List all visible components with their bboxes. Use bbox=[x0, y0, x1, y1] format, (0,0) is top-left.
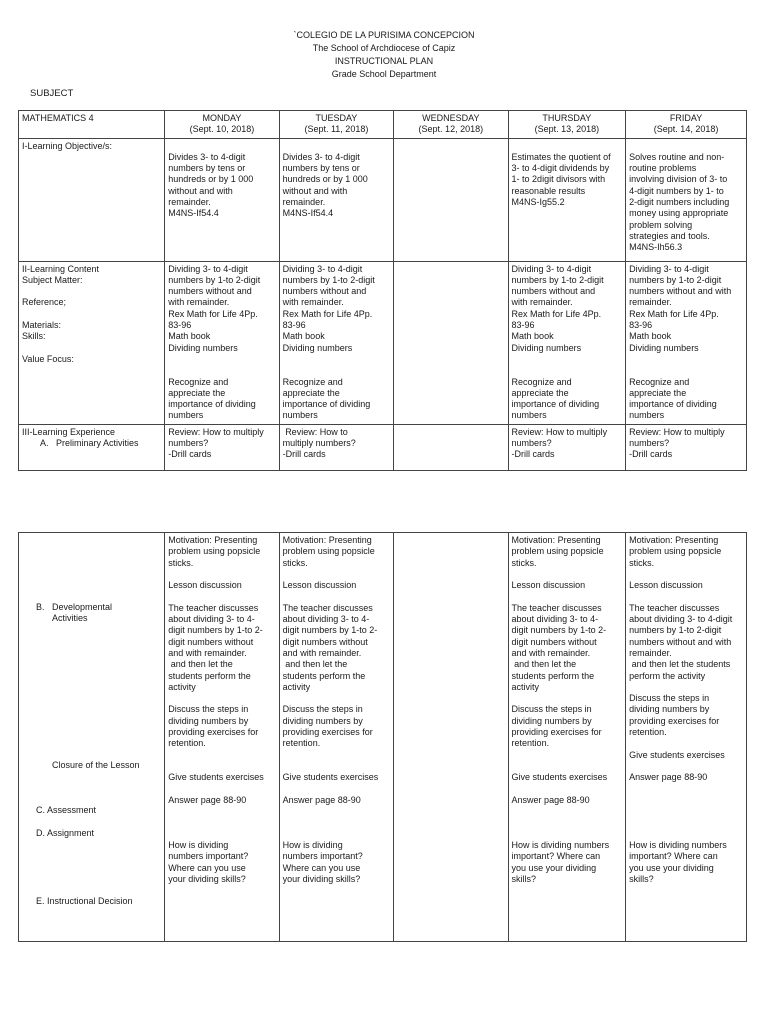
cell-text-line: numbers by 1-to 2-digit bbox=[629, 274, 722, 285]
cell-text-line: The teacher discusses bbox=[168, 602, 259, 613]
cell-text-line: The teacher discusses bbox=[282, 602, 373, 613]
cell-text-line: skills? bbox=[629, 873, 654, 884]
cell-text-line: digit numbers without bbox=[168, 636, 254, 647]
cell-text-line: providing exercises for bbox=[168, 727, 259, 738]
activities-tuesday bbox=[279, 533, 393, 942]
cell-text-line: Subject Matter: bbox=[22, 274, 83, 285]
cell-text-line: providing exercises for bbox=[511, 727, 602, 738]
day-header-thursday bbox=[508, 111, 626, 139]
cell-text-line bbox=[629, 784, 743, 795]
cell-text-line: M4NS-Ih56.3 bbox=[629, 242, 683, 253]
experience-friday bbox=[626, 424, 747, 470]
cell-text-line: Dividing numbers bbox=[511, 342, 582, 353]
cell-text-line: Math book bbox=[511, 331, 554, 342]
objectives-thursday bbox=[508, 138, 626, 261]
cell-text-line: strategies and tools. bbox=[629, 230, 710, 241]
activities-friday bbox=[626, 533, 747, 942]
cell-text-line: 83-96 bbox=[168, 320, 192, 331]
cell-text-line: about dividing 3- to 4- bbox=[511, 614, 599, 625]
cell-text-line: retention. bbox=[282, 738, 321, 749]
cell-text-line: Dividing numbers bbox=[282, 342, 353, 353]
cell-text-line: your dividing skills? bbox=[168, 873, 246, 884]
cell-text-line: -Drill cards bbox=[282, 449, 326, 460]
cell-text-line bbox=[168, 761, 275, 772]
cell-text-line bbox=[283, 354, 390, 365]
cell-text-line: and then let the students bbox=[629, 659, 731, 670]
cell-text-line bbox=[283, 784, 390, 795]
spacer bbox=[512, 141, 623, 152]
objectives-label: I-Learning Objective/s: bbox=[22, 140, 113, 151]
cell-text-line: you use your dividing bbox=[511, 862, 597, 873]
cell-text-line: Discuss the steps in bbox=[511, 704, 592, 715]
school-name: `COLEGIO DE LA PURISIMA CONCEPCION bbox=[293, 30, 475, 40]
cell-text-line: Give students exercises bbox=[282, 772, 379, 783]
cell-text-line: you use your dividing bbox=[629, 862, 714, 873]
cell-text-line: Rex Math for Life 4Pp. bbox=[629, 308, 719, 319]
day-name: THURSDAY bbox=[542, 113, 592, 123]
cell-text-line bbox=[283, 761, 390, 772]
day-name: TUESDAY bbox=[315, 113, 358, 123]
day-header-monday bbox=[165, 111, 279, 139]
experience-label-cell bbox=[19, 424, 165, 470]
cell-text-line: Math book bbox=[168, 331, 211, 342]
cell-text-line: money using appropriate bbox=[629, 208, 729, 219]
cell-text-line: Where can you use bbox=[282, 862, 361, 873]
cell-text-line: appreciate the bbox=[629, 387, 687, 398]
cell-text-line: The teacher discusses bbox=[629, 602, 720, 613]
cell-text-line: How is dividing bbox=[168, 840, 229, 851]
cell-text-line: numbers by 1-to 2-digit bbox=[629, 625, 722, 636]
cell-text-line: providing exercises for bbox=[629, 715, 720, 726]
cell-text-line: providing exercises for bbox=[282, 727, 373, 738]
spacer bbox=[168, 141, 275, 152]
cell-text-line: numbers by 1-to 2-digit bbox=[282, 274, 375, 285]
cell-text-line: importance of dividing bbox=[168, 399, 256, 410]
cell-text-line bbox=[512, 591, 623, 602]
cell-text-line: and with remainder. bbox=[282, 647, 362, 658]
learning-content-row bbox=[19, 261, 747, 424]
cell-text-line: about dividing 3- to 4- bbox=[168, 614, 255, 625]
objectives-wednesday bbox=[394, 138, 508, 261]
cell-text-line: Dividing 3- to 4-digit bbox=[511, 263, 592, 274]
cell-text-line: Lesson discussion bbox=[629, 580, 703, 591]
cell-text-line: multiply numbers? bbox=[282, 438, 356, 449]
cell-text-line: digit numbers by 1-to 2- bbox=[168, 625, 263, 636]
cell-text-line: importance of dividing bbox=[511, 399, 600, 410]
cell-text-line bbox=[512, 354, 623, 365]
day-header-wednesday bbox=[394, 111, 508, 139]
cell-text-line: 83-96 bbox=[282, 320, 306, 331]
activities-thursday bbox=[508, 533, 626, 942]
cell-text-line: numbers bbox=[168, 410, 204, 421]
cell-text-line: Motivation: Presenting bbox=[511, 535, 601, 545]
assignment-label: D. Assignment bbox=[36, 828, 95, 838]
cell-text-line: retention. bbox=[629, 727, 667, 738]
objectives-label-cell bbox=[19, 138, 165, 261]
cell-text-line: hundreds or by 1 000 bbox=[282, 174, 368, 185]
cell-text-line bbox=[629, 795, 743, 806]
cell-text-line bbox=[283, 569, 390, 580]
cell-text-line: skills? bbox=[511, 873, 537, 884]
cell-text-line: Dividing 3- to 4-digit bbox=[282, 263, 363, 274]
cell-text-line: Recognize and bbox=[629, 376, 690, 387]
cell-text-line: remainder. bbox=[282, 197, 326, 208]
cell-text-line: dividing numbers by bbox=[282, 715, 363, 726]
cell-text-line: Answer page 88-90 bbox=[629, 772, 708, 783]
cell-text-line: M4NS-If54.4 bbox=[168, 208, 219, 219]
cell-text-line: Recognize and bbox=[511, 376, 572, 387]
cell-text-line bbox=[168, 693, 275, 704]
cell-text-line bbox=[512, 365, 623, 376]
cell-text-line: numbers by tens or bbox=[282, 163, 360, 174]
cell-text-line bbox=[168, 806, 275, 817]
cell-text-line: without and with bbox=[168, 185, 233, 196]
cell-text-line: appreciate the bbox=[168, 387, 226, 398]
cell-text-line: Materials: bbox=[22, 320, 62, 331]
plan-table-1 bbox=[18, 110, 747, 471]
cell-text-line: Rex Math for Life 4Pp. bbox=[282, 308, 373, 319]
cell-text-line: 83-96 bbox=[511, 320, 535, 331]
cell-text-line: activity bbox=[168, 681, 196, 692]
cell-text-line: dividing numbers by bbox=[511, 715, 592, 726]
cell-text-line: II-Learning Content bbox=[22, 263, 100, 274]
cell-text-line: 3- to 4-digit dividends by bbox=[511, 163, 610, 174]
cell-text-line bbox=[629, 569, 743, 580]
experience-monday bbox=[165, 424, 279, 470]
cell-text-line: with remainder. bbox=[282, 297, 344, 308]
cell-text-line: 1- to 2digit divisors with bbox=[511, 174, 606, 185]
cell-text-line: about dividing 3- to 4-digit bbox=[629, 614, 733, 625]
cell-text-line: numbers without and with bbox=[629, 286, 732, 297]
cell-text-line: numbers without and with bbox=[629, 636, 732, 647]
cell-text-line: Divides 3- to 4-digit bbox=[168, 151, 246, 162]
cell-text-line bbox=[512, 806, 623, 817]
cell-text-line: problem using popsicle bbox=[511, 546, 604, 557]
cell-text-line bbox=[629, 682, 743, 693]
cell-text-line: importance of dividing bbox=[282, 399, 371, 410]
cell-text-line: and with remainder. bbox=[168, 647, 247, 658]
spacer bbox=[283, 141, 390, 152]
preliminary-activities-label: A. Preliminary Activities bbox=[40, 438, 139, 449]
cell-text-line: Dividing numbers bbox=[168, 342, 238, 353]
cell-text-line bbox=[629, 354, 743, 365]
developmental-activities-label bbox=[36, 602, 112, 625]
cell-text-line: numbers? bbox=[511, 438, 552, 449]
cell-text-line: Answer page 88-90 bbox=[168, 794, 247, 805]
cell-text-line: Skills: bbox=[22, 331, 46, 342]
cell-text-line bbox=[283, 693, 390, 704]
cell-text-line bbox=[283, 591, 390, 602]
cell-text-line: numbers by 1-to 2-digit bbox=[168, 274, 261, 285]
cell-text-line: -Drill cards bbox=[511, 449, 555, 460]
learning-experience-row bbox=[19, 424, 747, 470]
activities-labels-cell bbox=[19, 533, 165, 942]
cell-text-line: Dividing 3- to 4-digit bbox=[168, 263, 248, 274]
cell-text-line: and then let the bbox=[168, 659, 233, 670]
cell-text-line: sticks. bbox=[168, 557, 194, 568]
content-thursday bbox=[508, 261, 626, 424]
cell-text-line bbox=[512, 750, 623, 761]
day-date: (Sept. 11, 2018) bbox=[304, 124, 369, 135]
cell-text-line bbox=[512, 829, 623, 840]
cell-text-line: Motivation: Presenting bbox=[282, 535, 372, 545]
cell-text-line: Math book bbox=[282, 331, 325, 342]
cell-text-line: importance of dividing bbox=[629, 399, 717, 410]
cell-text-line: 4-digit numbers by 1- to bbox=[629, 185, 724, 196]
cell-text-line: Review: How to multiply bbox=[511, 426, 608, 437]
cell-text-line: Estimates the quotient of bbox=[511, 151, 611, 162]
cell-text-line: Review: How to multiply bbox=[629, 426, 725, 437]
cell-text-line: students perform the bbox=[168, 670, 251, 681]
school-tagline: The School of Archdiocese of Capiz bbox=[312, 43, 456, 53]
cell-text-line bbox=[512, 569, 623, 580]
cell-text-line: and then let the bbox=[511, 659, 577, 670]
day-date: (Sept. 14, 2018) bbox=[653, 124, 719, 135]
day-name: WEDNESDAY bbox=[422, 113, 480, 123]
content-wednesday bbox=[394, 261, 508, 424]
cell-text-line: Divides 3- to 4-digit bbox=[282, 151, 360, 162]
cell-text-line bbox=[283, 806, 390, 817]
cell-text-line: activity bbox=[282, 681, 311, 692]
cell-text-line bbox=[168, 365, 275, 376]
cell-text-line: numbers bbox=[511, 410, 547, 421]
cell-text-line: reasonable results bbox=[511, 185, 586, 196]
cell-text-line: digit numbers without bbox=[282, 636, 368, 647]
cell-text-line: sticks. bbox=[629, 557, 655, 568]
cell-text-line bbox=[512, 693, 623, 704]
cell-text-line: remainder. bbox=[629, 297, 672, 308]
cell-text-line: Rex Math for Life 4Pp. bbox=[511, 308, 602, 319]
cell-text-line: Dividing 3- to 4-digit bbox=[629, 263, 709, 274]
cell-text-line: How is dividing numbers bbox=[629, 840, 727, 851]
cell-text-line: -Drill cards bbox=[168, 449, 212, 460]
cell-text-line bbox=[283, 365, 390, 376]
cell-text-line: retention. bbox=[511, 738, 550, 749]
experience-thursday bbox=[508, 424, 626, 470]
cell-text-line bbox=[629, 591, 743, 602]
cell-text-line bbox=[168, 784, 275, 795]
experience-wednesday bbox=[394, 424, 508, 470]
cell-text-line bbox=[629, 817, 743, 828]
cell-text-line bbox=[168, 829, 275, 840]
cell-text-line: Recognize and bbox=[282, 376, 343, 387]
cell-text-line: How is dividing numbers bbox=[511, 840, 610, 851]
cell-text-line: Motivation: Presenting bbox=[168, 535, 258, 545]
cell-text-line: with remainder. bbox=[168, 297, 230, 308]
cell-text-line bbox=[283, 817, 390, 828]
cell-text-line: numbers by 1-to 2-digit bbox=[511, 274, 604, 285]
cell-text-line: Solves routine and non- bbox=[629, 151, 725, 162]
document-title: INSTRUCTIONAL PLAN bbox=[334, 56, 434, 66]
content-monday bbox=[165, 261, 279, 424]
day-date: (Sept. 13, 2018) bbox=[534, 124, 600, 135]
cell-text-line: important? Where can bbox=[511, 851, 601, 862]
cell-text-line: 83-96 bbox=[629, 320, 653, 331]
cell-text-line: numbers without and bbox=[282, 286, 367, 297]
day-header-row bbox=[19, 111, 747, 139]
cell-text-line: numbers important? bbox=[168, 851, 249, 862]
experience-tuesday bbox=[279, 424, 393, 470]
cell-text-line: without and with bbox=[282, 185, 348, 196]
cell-text-line: hundreds or by 1 000 bbox=[168, 174, 254, 185]
cell-text-line bbox=[168, 591, 275, 602]
cell-text-line bbox=[22, 286, 161, 297]
developmental-label-line: B. Developmental bbox=[36, 602, 113, 612]
cell-text-line bbox=[512, 784, 623, 795]
cell-text-line: Review: How to multiply bbox=[168, 426, 264, 437]
cell-text-line: problem using popsicle bbox=[168, 546, 261, 557]
cell-text-line: Discuss the steps in bbox=[282, 704, 363, 715]
assessment-label: C. Assessment bbox=[36, 805, 97, 815]
cell-text-line: 2-digit numbers including bbox=[629, 197, 730, 208]
cell-text-line: your dividing skills? bbox=[282, 873, 361, 884]
cell-text-line bbox=[22, 343, 161, 354]
cell-text-line: Give students exercises bbox=[511, 772, 608, 783]
cell-text-line bbox=[629, 365, 743, 376]
objectives-row bbox=[19, 138, 747, 261]
cell-text-line: involving division of 3- to bbox=[629, 174, 728, 185]
day-header-friday bbox=[626, 111, 747, 139]
cell-text-line bbox=[168, 817, 275, 828]
cell-text-line: and with remainder. bbox=[511, 647, 591, 658]
cell-text-line: appreciate the bbox=[282, 387, 340, 398]
cell-text-line bbox=[629, 761, 743, 772]
cell-text-line: remainder. bbox=[168, 197, 211, 208]
cell-text-line: problem using popsicle bbox=[282, 546, 375, 557]
cell-text-line: Answer page 88-90 bbox=[511, 794, 590, 805]
cell-text-line: digit numbers without bbox=[511, 636, 597, 647]
experience-label: III-Learning Experience bbox=[22, 426, 116, 437]
subject-name: MATHEMATICS 4 bbox=[22, 113, 94, 123]
cell-text-line: students perform the bbox=[282, 670, 366, 681]
cell-text-line bbox=[168, 569, 275, 580]
cell-text-line: numbers bbox=[629, 410, 665, 421]
cell-text-line: M4NS-If54.4 bbox=[282, 208, 334, 219]
cell-text-line: Math book bbox=[629, 331, 672, 342]
cell-text-line: students perform the bbox=[511, 670, 595, 681]
cell-text-line: Recognize and bbox=[168, 376, 229, 387]
cell-text-line: numbers? bbox=[629, 438, 670, 449]
cell-text-line: Reference; bbox=[22, 297, 67, 308]
content-labels-cell bbox=[19, 261, 165, 424]
cell-text-line bbox=[512, 761, 623, 772]
cell-text-line: activity bbox=[511, 681, 540, 692]
cell-text-line bbox=[283, 750, 390, 761]
cell-text-line: with remainder. bbox=[511, 297, 573, 308]
content-friday bbox=[626, 261, 747, 424]
day-date: (Sept. 12, 2018) bbox=[418, 124, 484, 135]
cell-text-line: appreciate the bbox=[511, 387, 569, 398]
cell-text-line: and then let the bbox=[282, 659, 348, 670]
cell-text-line: Discuss the steps in bbox=[168, 704, 249, 715]
activities-monday bbox=[165, 533, 279, 942]
cell-text-line: numbers without and bbox=[511, 286, 596, 297]
cell-text-line: Lesson discussion bbox=[168, 580, 242, 591]
cell-text-line bbox=[168, 354, 275, 365]
objectives-tuesday bbox=[279, 138, 393, 261]
cell-text-line: numbers bbox=[282, 410, 318, 421]
cell-text-line: dividing numbers by bbox=[168, 715, 249, 726]
cell-text-line: The teacher discusses bbox=[511, 602, 602, 613]
activities-wednesday bbox=[394, 533, 508, 942]
cell-text-line bbox=[22, 309, 161, 320]
content-tuesday bbox=[279, 261, 393, 424]
cell-text-line: Give students exercises bbox=[168, 772, 264, 783]
cell-text-line: numbers without and bbox=[168, 286, 252, 297]
cell-text-line: routine problems bbox=[629, 163, 697, 174]
cell-text-line bbox=[168, 750, 275, 761]
cell-text-line: digit numbers by 1-to 2- bbox=[282, 625, 378, 636]
day-header-tuesday bbox=[279, 111, 393, 139]
cell-text-line: problem using popsicle bbox=[629, 546, 722, 557]
cell-text-line bbox=[629, 806, 743, 817]
cell-text-line: Rex Math for Life 4Pp. bbox=[168, 308, 258, 319]
cell-text-line: numbers by tens or bbox=[168, 163, 246, 174]
cell-text-line: How is dividing bbox=[282, 840, 343, 851]
department-name: Grade School Department bbox=[331, 69, 437, 79]
cell-text-line: digit numbers by 1-to 2- bbox=[511, 625, 607, 636]
cell-text-line: Give students exercises bbox=[629, 749, 725, 760]
cell-text-line: Lesson discussion bbox=[511, 580, 586, 591]
cell-text-line: M4NS-Ig55.2 bbox=[511, 197, 565, 208]
cell-text-line: Dividing numbers bbox=[629, 342, 699, 353]
cell-text-line: Answer page 88-90 bbox=[282, 794, 361, 805]
cell-text-line: retention. bbox=[168, 738, 206, 749]
cell-text-line bbox=[629, 829, 743, 840]
cell-text-line: sticks. bbox=[282, 557, 308, 568]
instructional-decision-label: E. Instructional Decision bbox=[36, 896, 133, 906]
cell-text-line: perform the activity bbox=[629, 670, 706, 681]
spacer bbox=[629, 141, 743, 152]
cell-text-line: numbers? bbox=[168, 438, 209, 449]
cell-text-line: Value Focus: bbox=[22, 353, 74, 364]
cell-text-line bbox=[283, 829, 390, 840]
closure-label: Closure of the Lesson bbox=[52, 760, 140, 770]
objectives-monday bbox=[165, 138, 279, 261]
cell-text-line bbox=[629, 738, 743, 749]
activities-row bbox=[19, 533, 747, 942]
cell-text-line: Review: How to bbox=[282, 426, 348, 437]
subject-cell bbox=[19, 111, 165, 139]
cell-text-line: Discuss the steps in bbox=[629, 693, 710, 704]
day-date: (Sept. 10, 2018) bbox=[189, 124, 255, 135]
subject-label: SUBJECT bbox=[30, 88, 74, 99]
cell-text-line: dividing numbers by bbox=[629, 704, 710, 715]
cell-text-line: important? Where can bbox=[629, 851, 718, 862]
cell-text-line: Where can you use bbox=[168, 862, 246, 873]
cell-text-line bbox=[512, 817, 623, 828]
cell-text-line: numbers important? bbox=[282, 851, 363, 862]
cell-text-line: remainder. bbox=[629, 647, 672, 658]
cell-text-line: Lesson discussion bbox=[282, 580, 357, 591]
day-name: MONDAY bbox=[202, 113, 242, 123]
cell-text-line: Motivation: Presenting bbox=[629, 535, 719, 545]
plan-table-2 bbox=[18, 532, 747, 942]
developmental-label-line: Activities bbox=[52, 613, 88, 624]
cell-text-line: about dividing 3- to 4- bbox=[282, 614, 370, 625]
cell-text-line: -Drill cards bbox=[629, 449, 673, 460]
day-name: FRIDAY bbox=[669, 113, 703, 123]
objectives-friday bbox=[626, 138, 747, 261]
cell-text-line: sticks. bbox=[511, 557, 537, 568]
cell-text-line: problem solving bbox=[629, 219, 693, 230]
